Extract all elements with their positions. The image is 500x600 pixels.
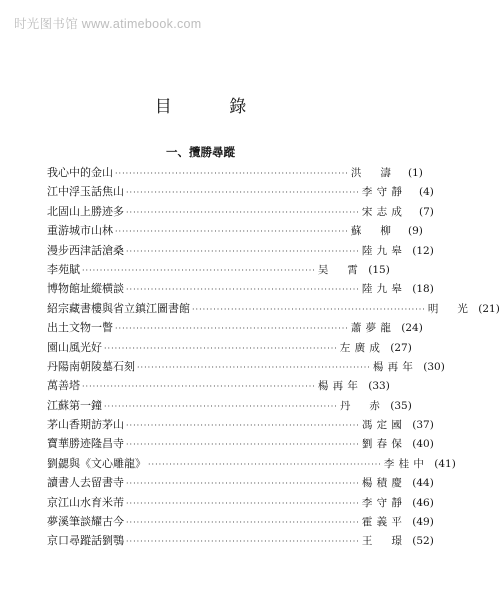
toc-leader-dots: ·································································· xyxy=(126,440,360,450)
toc-entry-author: 丹 赤 xyxy=(339,399,380,412)
toc-entry-title: 讀書人去留書寺 xyxy=(47,476,124,490)
toc-entry-title: 漫步西津話滄桑 xyxy=(47,243,124,257)
toc-entry xyxy=(47,300,500,319)
toc-entry-title: 京口尋蹤話劉鶚 xyxy=(47,534,124,548)
toc-leader-dots: ·································································· xyxy=(126,246,360,256)
toc-entry-author: 陸九皋 xyxy=(361,244,402,257)
toc-entry-page: (9) xyxy=(407,225,423,238)
toc-entry-page: (40) xyxy=(412,438,434,451)
toc-entry-title: 紹宗藏書樓與省立鎮江圖書館 xyxy=(47,301,190,315)
toc-entry xyxy=(47,339,412,358)
toc-entry-title: 京江山水育米芾 xyxy=(47,495,124,509)
toc-entry-page: (49) xyxy=(412,516,434,529)
toc-entry-author: 楊再年 xyxy=(317,380,358,393)
toc-entry-author: 洪 濤 xyxy=(350,167,391,179)
toc-entry-page: (7) xyxy=(418,205,434,218)
toc-entry-title: 萬善塔 xyxy=(47,379,80,393)
toc-entry-page: (4) xyxy=(418,186,434,199)
toc-entry-author: 吴 霄 xyxy=(317,263,358,276)
toc-entry-title: 園山風光好 xyxy=(47,340,102,354)
toc-entry-title: 劉勰與《文心雕龍》 xyxy=(47,456,146,470)
toc-entry xyxy=(47,435,434,454)
toc-entry-author: 楊再年 xyxy=(372,360,413,373)
toc-entry xyxy=(47,261,390,280)
toc-entry xyxy=(47,397,412,416)
toc-entry-author: 馮定國 xyxy=(361,419,402,432)
toc-entry-title: 茅山香期訪茅山 xyxy=(47,418,124,432)
toc-leader-dots: ·································································· xyxy=(148,459,382,469)
toc-entry-page: (33) xyxy=(368,380,390,393)
toc-entry-title: 丹陽南朝陵墓石刻 xyxy=(47,359,135,373)
toc-entry xyxy=(47,358,445,377)
toc-entry-page: (12) xyxy=(412,244,434,257)
toc-entry xyxy=(47,164,423,183)
toc-entry-author: 李守靜 xyxy=(361,496,402,509)
toc-entry-page: (18) xyxy=(412,283,434,296)
toc-entry xyxy=(47,474,434,493)
toc-entry xyxy=(47,222,423,241)
toc-leader-dots: ·································································· xyxy=(192,304,426,314)
toc-leader-dots: ·································································· xyxy=(126,285,360,295)
toc-entry-title: 出土文物一瞥 xyxy=(47,321,113,335)
watermark-text: 时光图书馆 www.atimebook.com xyxy=(14,17,202,31)
toc-entry-page: (30) xyxy=(423,360,445,373)
toc-leader-dots: ·································································· xyxy=(115,227,349,237)
section-title: 一、攬勝尋蹤 xyxy=(166,145,235,159)
toc-entry-title: 李苑賦 xyxy=(47,262,80,276)
toc-entry xyxy=(47,513,434,532)
toc-entry-author: 陸九皋 xyxy=(361,283,402,296)
toc-entry-page: (37) xyxy=(412,419,434,432)
toc-entry-title: 北固山上勝迹多 xyxy=(47,204,124,218)
toc-entry-title: 夢溪筆談耀古今 xyxy=(47,515,124,529)
toc-leader-dots: ·································································· xyxy=(126,498,360,508)
page-title: 目 錄 xyxy=(154,97,273,117)
toc-entry-page: (21) xyxy=(478,302,500,315)
toc-entry xyxy=(47,242,434,261)
toc-leader-dots: ·································································· xyxy=(137,362,371,372)
toc-entry-author: 李守靜 xyxy=(361,186,402,199)
toc-entry xyxy=(47,183,434,202)
toc-entry-page: (15) xyxy=(368,263,390,276)
toc-leader-dots: ·································································· xyxy=(115,169,349,178)
toc-entry-page: (41) xyxy=(434,457,456,470)
toc-entry-author: 李桂中 xyxy=(383,457,424,470)
toc-entry-author: 蕭夢龍 xyxy=(350,322,391,335)
toc-entry-title: 江中浮玉話焦山 xyxy=(47,185,124,199)
toc-leader-dots: ·································································· xyxy=(126,421,360,431)
toc-leader-dots: ·································································· xyxy=(126,188,360,198)
toc-entry-page: (46) xyxy=(412,496,434,509)
toc-entry-author: 劉春保 xyxy=(361,438,402,451)
toc-entry-page: (24) xyxy=(401,322,423,335)
toc-entry xyxy=(47,494,434,513)
toc-entry xyxy=(47,319,423,338)
toc-entry xyxy=(47,455,456,474)
toc-list xyxy=(47,164,500,552)
toc-entry-title: 寶華勝迹隆昌寺 xyxy=(47,437,124,451)
toc-entry-author: 蘇 柳 xyxy=(350,225,391,238)
toc-entry xyxy=(47,416,434,435)
toc-leader-dots: ·································································· xyxy=(126,537,360,547)
toc-leader-dots: ·································································· xyxy=(104,401,338,411)
toc-leader-dots: ·································································· xyxy=(82,382,316,392)
toc-entry-author: 楊積慶 xyxy=(361,477,402,490)
toc-entry-page: (35) xyxy=(390,399,412,412)
toc-entry-author: 明 光 xyxy=(427,302,468,315)
toc-leader-dots: ·································································· xyxy=(104,343,338,353)
toc-entry-page: (1) xyxy=(407,167,423,179)
toc-entry-author: 左廣成 xyxy=(339,341,380,354)
toc-entry-title: 博物館址縱横談 xyxy=(47,282,124,296)
toc-entry-title: 重游城市山林 xyxy=(47,224,113,238)
toc-entry xyxy=(47,377,390,396)
toc-entry-page: (52) xyxy=(412,535,434,548)
toc-entry-page: (27) xyxy=(390,341,412,354)
toc-entry-author: 霍義平 xyxy=(361,516,402,529)
toc-entry-title: 我心中的金山 xyxy=(47,166,113,179)
toc-entry-title: 江蘇第一鐘 xyxy=(47,398,102,412)
toc-entry xyxy=(47,203,434,222)
toc-entry-author: 宋志成 xyxy=(361,205,402,218)
toc-leader-dots: ·································································· xyxy=(126,207,360,217)
toc-entry xyxy=(47,532,434,551)
toc-leader-dots: ·································································· xyxy=(82,265,316,275)
toc-leader-dots: ·································································· xyxy=(126,479,360,489)
toc-entry xyxy=(47,280,434,299)
toc-leader-dots: ·································································· xyxy=(115,324,349,334)
toc-entry-page: (44) xyxy=(412,477,434,490)
toc-entry-author: 王 璟 xyxy=(361,535,402,548)
toc-leader-dots: ·································································· xyxy=(126,518,360,528)
